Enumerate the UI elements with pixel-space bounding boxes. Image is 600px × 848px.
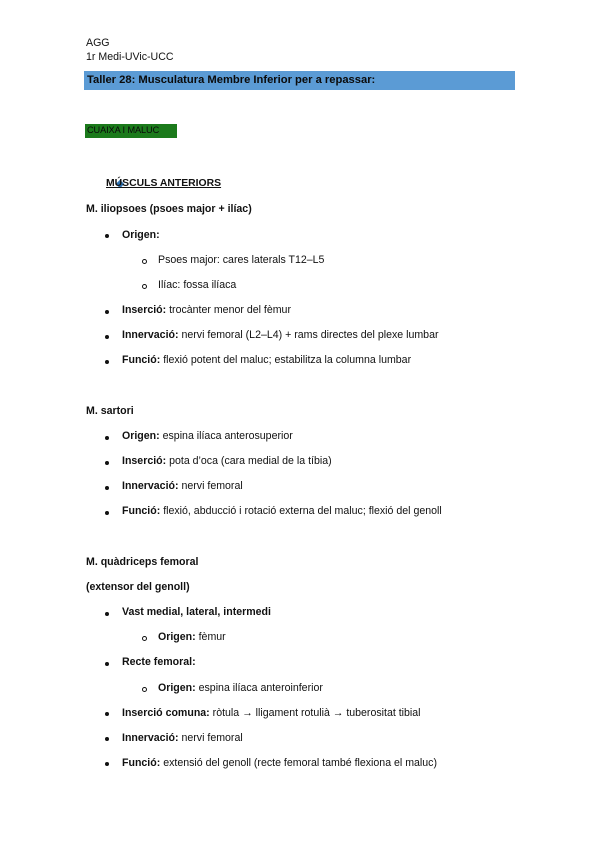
bullet-icon xyxy=(105,335,109,339)
quadriceps-insertion xyxy=(122,707,421,719)
iliopsoas-function xyxy=(122,354,411,366)
circle-bullet-icon xyxy=(142,284,147,289)
function-label: Funció: xyxy=(122,505,161,517)
muscle-quadriceps-subtitle: (extensor del genoll) xyxy=(86,581,190,593)
quadriceps-rectus-label: Recte femoral: xyxy=(122,656,196,668)
iliopsoas-innervation xyxy=(122,329,439,341)
iliopsoas-insertion xyxy=(122,304,291,316)
insertion-label: Inserció comuna: xyxy=(122,707,210,719)
quadriceps-vasti-label: Vast medial, lateral, intermedi xyxy=(122,606,271,618)
iliopsoas-origin-label: Origen: xyxy=(122,229,160,241)
origin-label: Origen: xyxy=(122,430,160,442)
page-title: Taller 28: Musculatura Membre Inferior per a repassar: xyxy=(87,74,376,86)
quadriceps-rectus-origin xyxy=(158,682,323,694)
subsection-text: MÚSCULS ANTERIORS xyxy=(106,178,222,189)
insertion-value: ròtula → lligament rotulià → tuberositat tibial xyxy=(209,707,421,719)
bullet-icon xyxy=(105,486,109,490)
insertion-label: Inserció: xyxy=(122,304,167,316)
bullet-icon xyxy=(105,436,109,440)
header-course: 1r Medi-UVic-UCC xyxy=(86,51,174,63)
subsection-heading xyxy=(106,178,221,189)
innervation-value: nervi femoral xyxy=(178,480,243,492)
bullet-icon xyxy=(105,234,109,238)
insertion-label: Inserció: xyxy=(122,455,167,467)
origin-value: espina ilíaca anteroinferior xyxy=(195,682,323,694)
bullet-icon xyxy=(105,310,109,314)
function-value: flexió, abducció i rotació externa del maluc; flexió del genoll xyxy=(160,505,442,517)
circle-bullet-icon xyxy=(142,259,147,264)
quadriceps-innervation xyxy=(122,732,243,744)
bullet-icon xyxy=(105,737,109,741)
bullet-icon xyxy=(105,360,109,364)
muscle-iliopsoas-name: M. iliopsoes (psoes major + ilíac) xyxy=(86,203,252,215)
sartorius-function xyxy=(122,505,442,517)
insertion-value: pota d’oca (cara medial de la tíbia) xyxy=(166,455,332,467)
origin-label: Origen: xyxy=(158,631,196,643)
circle-bullet-icon xyxy=(142,687,147,692)
header-author: AGG xyxy=(86,37,110,49)
sartorius-origin xyxy=(122,430,293,442)
muscle-quadriceps-name: M. quàdriceps femoral xyxy=(86,556,199,568)
innervation-value: nervi femoral xyxy=(178,732,243,744)
innervation-label: Innervació: xyxy=(122,329,179,341)
circle-bullet-icon xyxy=(142,636,147,641)
origin-label: Origen: xyxy=(158,682,196,694)
bullet-icon xyxy=(105,712,109,716)
innervation-label: Innervació: xyxy=(122,480,179,492)
function-value: extensió del genoll (recte femoral també flexiona el maluc) xyxy=(160,757,438,769)
innervation-value: nervi femoral (L2–L4) + rams directes del plexe lumbar xyxy=(178,329,439,341)
bullet-icon xyxy=(105,762,109,766)
insertion-value: trocànter menor del fèmur xyxy=(166,304,291,316)
bullet-icon xyxy=(105,511,109,515)
bullet-icon xyxy=(105,612,109,616)
function-value: flexió potent del maluc; estabilitza la columna lumbar xyxy=(160,354,412,366)
muscle-sartorius-name: M. sartori xyxy=(86,405,134,417)
bullet-icon xyxy=(105,662,109,666)
origin-value: fèmur xyxy=(195,631,226,643)
bullet-icon xyxy=(105,461,109,465)
sartorius-innervation xyxy=(122,480,243,492)
origin-value: espina ilíaca anterosuperior xyxy=(159,430,293,442)
section-heading: CUAIXA I MALUC xyxy=(87,125,160,135)
function-label: Funció: xyxy=(122,757,161,769)
innervation-label: Innervació: xyxy=(122,732,179,744)
function-label: Funció: xyxy=(122,354,161,366)
iliopsoas-origin-1: Psoes major: cares laterals T12–L5 xyxy=(158,254,325,266)
quadriceps-function xyxy=(122,757,437,769)
quadriceps-vasti-origin xyxy=(158,631,226,643)
iliopsoas-origin-2: Ilíac: fossa ilíaca xyxy=(158,279,237,291)
sartorius-insertion xyxy=(122,455,332,467)
